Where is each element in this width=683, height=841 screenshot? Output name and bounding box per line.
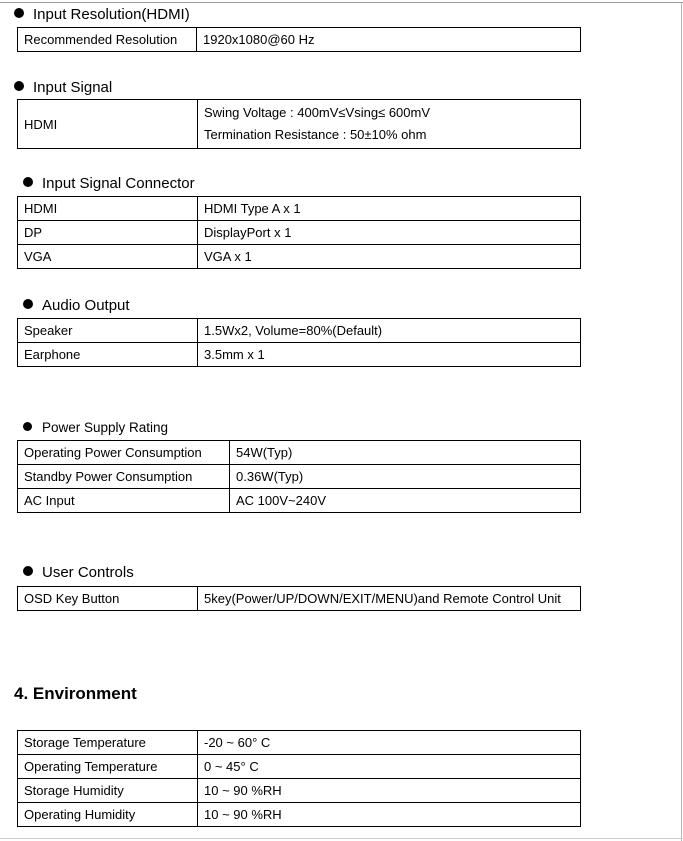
table-row <box>18 779 581 803</box>
table-row <box>18 100 581 149</box>
table-row <box>18 489 581 513</box>
power-supply-heading: Power Supply Rating <box>23 419 168 437</box>
bullet-icon <box>23 299 33 309</box>
bullet-icon <box>23 177 33 187</box>
table-row <box>18 803 581 827</box>
input-resolution-heading: Input Resolution(HDMI) <box>14 6 190 24</box>
spec-value: 10 ~ 90 %RH <box>198 779 581 803</box>
spec-value: 10 ~ 90 %RH <box>198 803 581 827</box>
spec-value: 54W(Typ) <box>230 441 581 465</box>
page-right-border <box>681 2 682 841</box>
spec-value: 0.36W(Typ) <box>230 465 581 489</box>
input-signal-table <box>17 99 581 149</box>
termination-resistance-text: Termination Resistance : 50±10% ohm <box>204 127 427 142</box>
spec-label: DP <box>18 221 198 245</box>
bullet-icon <box>14 8 24 18</box>
audio-output-table <box>17 318 581 367</box>
spec-label: Recommended Resolution <box>18 28 197 52</box>
input-signal-connector-table <box>17 196 581 269</box>
table-row <box>18 465 581 489</box>
spec-value <box>198 100 581 149</box>
spec-value: AC 100V~240V <box>230 489 581 513</box>
spec-label: Operating Power Consumption <box>18 441 230 465</box>
spec-label: Standby Power Consumption <box>18 465 230 489</box>
spec-value: 1.5Wx2, Volume=80%(Default) <box>198 319 581 343</box>
spec-label: Speaker <box>18 319 198 343</box>
spec-value: 0 ~ 45° C <box>198 755 581 779</box>
spec-label: Operating Humidity <box>18 803 198 827</box>
page-top-border <box>0 2 683 3</box>
input-signal-heading: Input Signal <box>14 79 112 97</box>
user-controls-heading: User Controls <box>23 564 134 582</box>
spec-label: Storage Temperature <box>18 731 198 755</box>
spec-value: HDMI Type A x 1 <box>198 197 581 221</box>
spec-label: AC Input <box>18 489 230 513</box>
table-row <box>18 28 581 52</box>
spec-label: Operating Temperature <box>18 755 198 779</box>
bullet-icon <box>14 81 24 91</box>
spec-label: OSD Key Button <box>18 587 198 611</box>
spec-value: 5key(Power/UP/DOWN/EXIT/MENU)and Remote Control Unit <box>198 587 581 611</box>
bullet-icon <box>23 422 32 431</box>
table-row <box>18 587 581 611</box>
spec-value: VGA x 1 <box>198 245 581 269</box>
power-supply-table <box>17 440 581 513</box>
table-row <box>18 221 581 245</box>
table-row <box>18 755 581 779</box>
spec-value: 3.5mm x 1 <box>198 343 581 367</box>
input-signal-connector-heading: Input Signal Connector <box>23 175 195 193</box>
spec-value: 1920x1080@60 Hz <box>197 28 581 52</box>
bullet-icon <box>23 566 33 576</box>
audio-output-heading: Audio Output <box>23 297 130 315</box>
spec-label: HDMI <box>18 197 198 221</box>
spec-value: -20 ~ 60° C <box>198 731 581 755</box>
environment-table <box>17 730 581 827</box>
input-resolution-table <box>17 27 581 52</box>
table-row <box>18 441 581 465</box>
table-row <box>18 319 581 343</box>
spec-label: Earphone <box>18 343 198 367</box>
table-row <box>18 197 581 221</box>
table-row <box>18 245 581 269</box>
table-row <box>18 343 581 367</box>
spec-value: DisplayPort x 1 <box>198 221 581 245</box>
spec-label: Storage Humidity <box>18 779 198 803</box>
table-row <box>18 731 581 755</box>
environment-section-title: 4. Environment <box>14 684 137 703</box>
swing-voltage-text: Swing Voltage : 400mV≤Vsing≤ 600mV <box>204 105 431 120</box>
user-controls-table <box>17 586 581 611</box>
spec-label: VGA <box>18 245 198 269</box>
page-bottom-border <box>0 838 683 839</box>
spec-label: HDMI <box>18 100 198 149</box>
